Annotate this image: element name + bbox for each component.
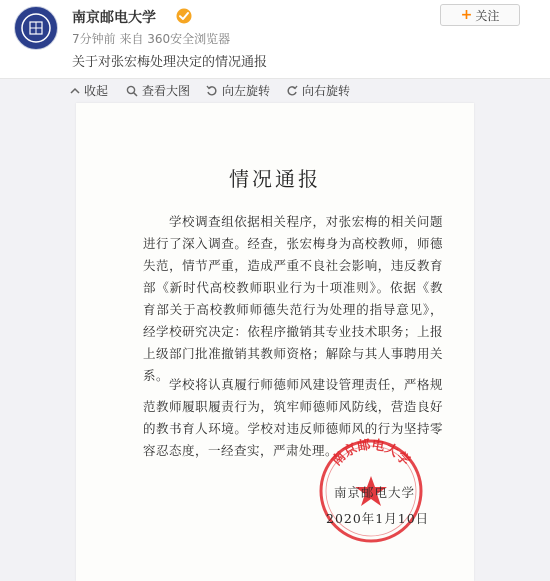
post-meta: 7分钟前 来自 360安全浏览器 bbox=[72, 32, 231, 46]
image-toolbar bbox=[0, 78, 550, 104]
view-large-button[interactable] bbox=[126, 82, 190, 99]
rotate-left-button[interactable] bbox=[206, 82, 270, 99]
image-viewer bbox=[0, 103, 550, 581]
author-name[interactable]: 南京邮电大学 bbox=[72, 10, 156, 26]
signature-org: 南京邮电大学 bbox=[334, 485, 416, 500]
follow-button[interactable] bbox=[440, 4, 520, 26]
document-title: 情况通报 bbox=[229, 167, 321, 191]
verified-badge-icon bbox=[176, 8, 192, 24]
post-text: 关于对张宏梅处理决定的情况通报 bbox=[72, 55, 268, 70]
rotate-right-button[interactable] bbox=[286, 82, 350, 99]
rotate-left-icon bbox=[206, 85, 218, 97]
university-logo-icon bbox=[15, 7, 57, 49]
avatar[interactable] bbox=[14, 6, 58, 50]
document-paragraph-2: 学校将认真履行师德师风建设管理责任，严格规范教师履职履责行为，筑牢师德师风防线，营造良好的教书育人环境。学校对违反师德师风的行为坚持零容忍态度，一经查实，严肃处理。 bbox=[143, 377, 443, 458]
rotate-right-icon bbox=[286, 85, 298, 97]
collapse-button[interactable] bbox=[70, 82, 108, 99]
rotate-left-label: 向左旋转 bbox=[222, 84, 271, 98]
document-image[interactable] bbox=[76, 103, 474, 581]
signature-date: 2020年1月10日 bbox=[326, 511, 430, 526]
magnify-icon bbox=[126, 85, 138, 97]
svg-text:南京邮电大学 bbox=[329, 438, 414, 469]
view-large-label: 查看大图 bbox=[142, 84, 191, 98]
plus-icon: + bbox=[460, 7, 473, 23]
collapse-label: 收起 bbox=[84, 84, 109, 98]
document-paragraph-1: 学校调查组依据相关程序，对张宏梅的相关问题进行了深入调查。经查，张宏梅身为高校教师，师德失范，情节严重，造成严重不良社会影响，违反教育部《新时代高校教师职业行为十项准则》。依据《教育部关于高校教师师德失范行为处理的指导意见》，经学校研究决定：依程序撤销其专业技术职务；上报上级部门批准撤销其教师资格；解除与其人事聘用关系。 bbox=[143, 214, 443, 383]
rotate-right-label: 向右旋转 bbox=[302, 84, 351, 98]
follow-label: 关注 bbox=[475, 8, 500, 23]
post-header bbox=[0, 0, 550, 72]
seal-text: 南京邮电大学 bbox=[329, 438, 413, 470]
collapse-icon bbox=[70, 86, 80, 96]
